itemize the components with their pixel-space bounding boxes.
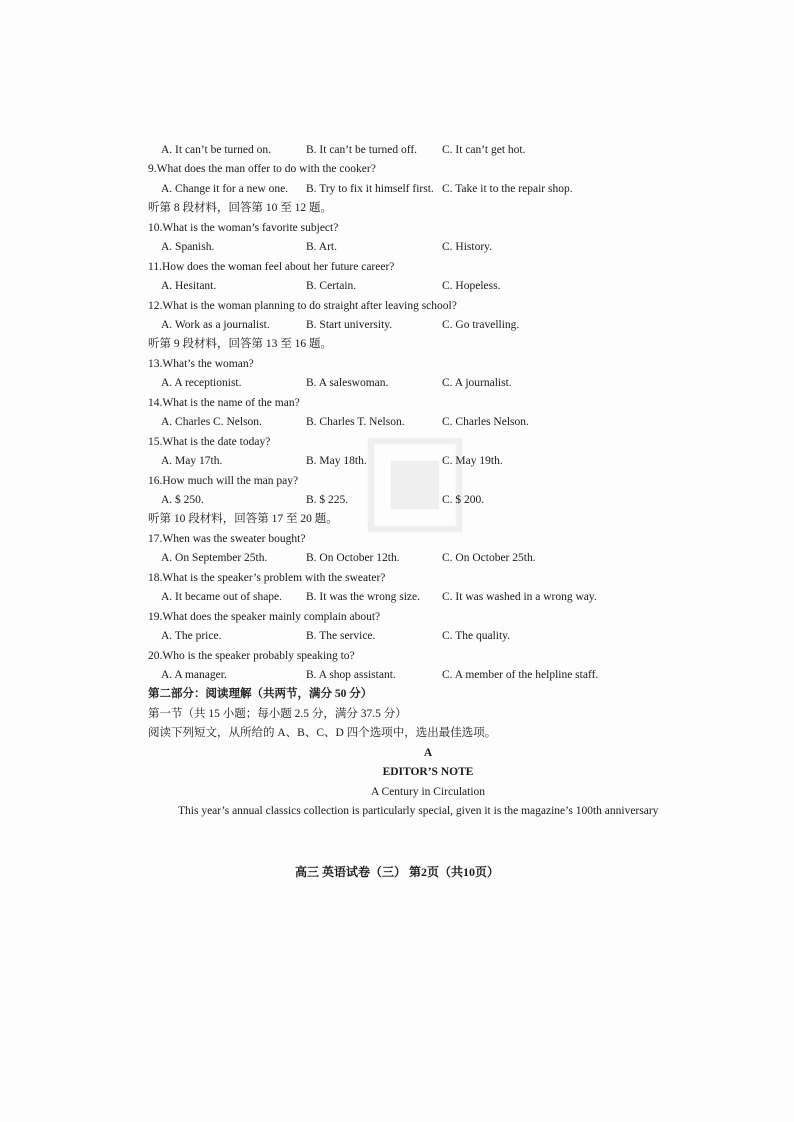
option-a: A. Charles C. Nelson. bbox=[161, 416, 262, 429]
option-a: A. A receptionist. bbox=[161, 377, 242, 390]
option-row bbox=[148, 413, 668, 432]
option-b: B. A saleswoman. bbox=[306, 377, 389, 390]
question-text: 17.When was the sweater bought? bbox=[148, 532, 306, 545]
option-row bbox=[148, 316, 668, 335]
section-instruction: 听第 10 段材料，回答第 17 至 20 题。 bbox=[148, 513, 338, 526]
question-text: 19.What does the speaker mainly complain about? bbox=[148, 610, 381, 623]
option-a: A. Spanish. bbox=[161, 241, 215, 254]
option-row bbox=[148, 588, 668, 607]
option-c: C. On October 25th. bbox=[442, 552, 536, 565]
option-a: A. A manager. bbox=[161, 669, 227, 682]
option-c: C. May 19th. bbox=[442, 455, 503, 468]
option-a: A. Work as a journalist. bbox=[161, 319, 270, 332]
option-row bbox=[148, 491, 668, 510]
option-a: A. $ 250. bbox=[161, 494, 204, 507]
question-text: 9.What does the man offer to do with the cooker? bbox=[148, 163, 376, 176]
option-b: B. The service. bbox=[306, 630, 376, 643]
option-b: B. $ 225. bbox=[306, 494, 349, 507]
option-c: C. Take it to the repair shop. bbox=[442, 182, 573, 195]
option-row bbox=[148, 666, 668, 685]
passage-heading: A bbox=[423, 746, 433, 759]
option-row bbox=[148, 452, 668, 471]
option-c: C. Go travelling. bbox=[442, 319, 520, 332]
option-a: A. Change it for a new one. bbox=[161, 182, 289, 195]
option-b: B. Charles T. Nelson. bbox=[306, 416, 405, 429]
option-row bbox=[148, 277, 668, 296]
question-text: 13.What’s the woman? bbox=[148, 357, 254, 370]
option-b: B. Start university. bbox=[306, 319, 393, 332]
section-instruction: 听第 8 段材料，回答第 10 至 12 题。 bbox=[148, 202, 332, 215]
question-text: 18.What is the speaker’s problem with the sweater? bbox=[148, 571, 386, 584]
option-b: B. Try to fix it himself first. bbox=[306, 182, 434, 195]
option-a: A. It can’t be turned on. bbox=[161, 144, 271, 156]
question-text: 16.How much will the man pay? bbox=[148, 474, 299, 487]
option-b: B. Art. bbox=[306, 241, 337, 254]
option-row bbox=[148, 627, 668, 646]
option-b: B. May 18th. bbox=[306, 455, 367, 468]
option-c: C. It was washed in a wrong way. bbox=[442, 591, 597, 604]
option-a: A. Hesitant. bbox=[161, 280, 217, 293]
option-c: C. The quality. bbox=[442, 630, 511, 643]
option-c: C. $ 200. bbox=[442, 494, 485, 507]
page-footer: 高三 英语试卷（三） 第2页（共10页） bbox=[294, 865, 499, 879]
option-a: A. May 17th. bbox=[161, 455, 223, 468]
option-a: A. The price. bbox=[161, 630, 222, 643]
section-instruction: 听第 9 段材料，回答第 13 至 16 题。 bbox=[148, 338, 332, 351]
option-c: C. Hopeless. bbox=[442, 280, 501, 293]
section-instruction: 阅读下列短文，从所给的 A、B、C、D 四个选项中，选出最佳选项。 bbox=[148, 727, 497, 740]
option-a: A. On September 25th. bbox=[161, 552, 268, 565]
passage-text: This year’s annual classics collection is particularly special, given it is the magazine’s 100th anniversary bbox=[178, 805, 659, 818]
question-text: 15.What is the date today? bbox=[148, 435, 271, 448]
option-row bbox=[148, 180, 668, 199]
option-a: A. It became out of shape. bbox=[161, 591, 283, 604]
option-c: C. A member of the helpline staff. bbox=[442, 669, 599, 682]
exam-content bbox=[148, 141, 668, 822]
option-b: B. A shop assistant. bbox=[306, 669, 396, 682]
option-b: B. It was the wrong size. bbox=[306, 591, 421, 604]
part-heading: 第二部分：阅读理解（共两节，满分 50 分） bbox=[148, 688, 373, 701]
question-text: 10.What is the woman’s favorite subject? bbox=[148, 221, 339, 234]
question-text: 11.How does the woman feel about her future career? bbox=[148, 260, 395, 273]
passage-subtitle: A Century in Circulation bbox=[370, 785, 486, 798]
option-c: C. A journalist. bbox=[442, 377, 512, 390]
option-b: B. Certain. bbox=[306, 280, 357, 293]
option-c: C. It can’t get hot. bbox=[442, 144, 526, 156]
question-text: 14.What is the name of the man? bbox=[148, 396, 300, 409]
option-b: B. It can’t be turned off. bbox=[306, 144, 418, 156]
option-row bbox=[148, 141, 668, 160]
option-row bbox=[148, 549, 668, 568]
question-text: 20.Who is the speaker probably speaking to? bbox=[148, 649, 355, 662]
option-row bbox=[148, 238, 668, 257]
section-instruction: 第一节（共 15 小题；每小题 2.5 分，满分 37.5 分） bbox=[148, 707, 407, 720]
option-c: C. History. bbox=[442, 241, 493, 254]
option-row bbox=[148, 374, 668, 393]
question-text: 12.What is the woman planning to do straight after leaving school? bbox=[148, 299, 457, 312]
option-b: B. On October 12th. bbox=[306, 552, 400, 565]
option-c: C. Charles Nelson. bbox=[442, 416, 529, 429]
passage-heading: EDITOR’S NOTE bbox=[382, 766, 474, 779]
